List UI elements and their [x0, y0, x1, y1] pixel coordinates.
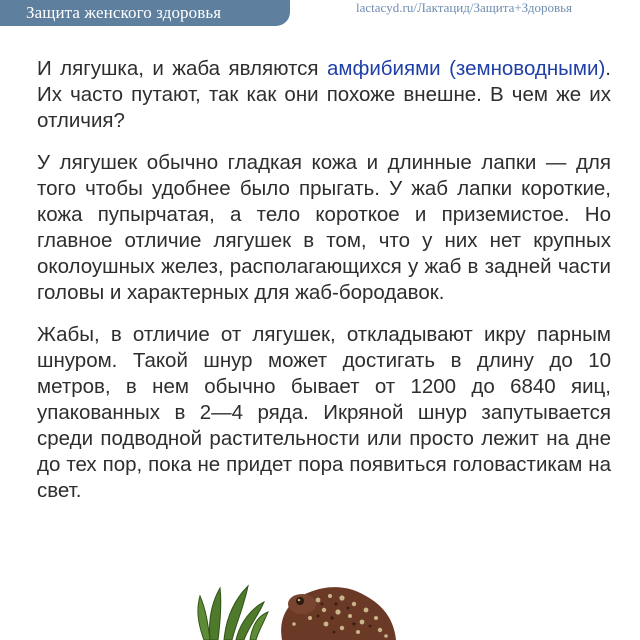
- plant-leaves: [198, 586, 268, 640]
- breadcrumb[interactable]: lactacyd.ru/Лактацид/Защита+Здоровья: [356, 0, 573, 15]
- intro-text-end: . Их часто путают, так как они похоже внешне. В чем же их отличия?: [37, 57, 611, 132]
- toad-on-plant-image: [190, 574, 450, 640]
- toad-illustration: [190, 574, 450, 640]
- brand-banner: [0, 0, 290, 26]
- paragraph-intro: [37, 56, 611, 134]
- intro-text-start: И лягушка, и жаба являются: [37, 57, 327, 80]
- paragraph-differences: У лягушек обычно гладкая кожа и длинные лапки — для того чтобы удобнее было прыгать. У жаб лапки короткие, кожа пупырчатая, а тело короткое и приземистое. Но главное отличие лягушек в том, что у них нет крупных околоушных желез, располагающихся у жаб в задней части головы и характерных для жаб-бородавок.: [37, 151, 611, 304]
- amphibians-link[interactable]: амфибиями (земноводными): [326, 57, 606, 80]
- toad-body: [281, 587, 396, 640]
- article-body: [37, 56, 611, 520]
- site-tagline: Защита женского здоровья: [26, 3, 222, 22]
- paragraph-spawn: Жабы, в отличие от лягушек, откладывают икру парным шнуром. Такой шнур может достигать в длину до 10 метров, в нем обычно бывает от 1200 до 6840 яиц, упакованных в 2—4 ряда. Икряной шнур запутывается среди подводной растительности или просто лежит на дне до тех пор, пока не придет пора появиться головастикам на свет.: [37, 323, 611, 502]
